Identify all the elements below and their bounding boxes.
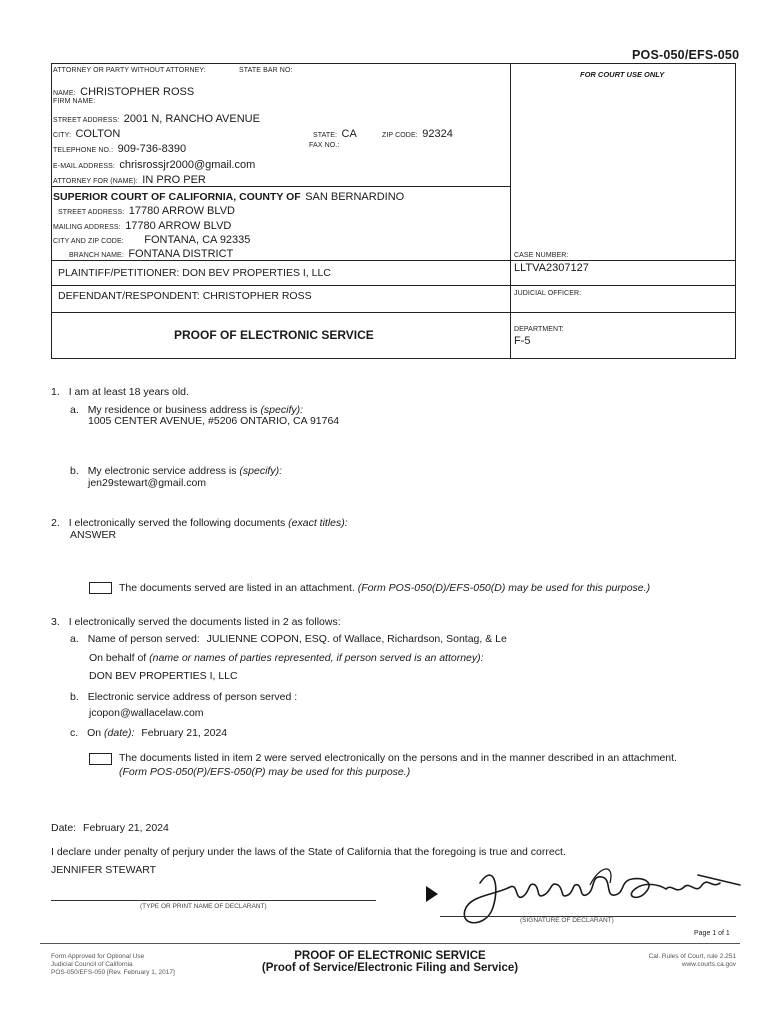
tel-value: 909-736-8390 [117,143,187,155]
zip-value: 92324 [422,128,453,140]
item-1b-num: b. [70,465,79,477]
item-3a [70,633,507,645]
footer-right-2: www.courts.ca.gov [681,961,736,968]
city-label: CITY: [53,132,72,139]
plaintiff-row [58,267,331,279]
court-mailing-label: MAILING ADDRESS: [53,224,121,231]
page-number: Page 1 of 1 [694,930,730,937]
footer-left [51,953,175,977]
tel-label: TELEPHONE NO.: [53,147,114,154]
court-use-label: FOR COURT USE ONLY [580,70,665,79]
attorney-for-value: IN PRO PER [142,174,206,186]
name-label: NAME: [53,90,76,97]
footer-title-1: PROOF OF ELECTRONIC SERVICE [294,950,486,962]
item-3c-text: On [87,727,102,739]
court-county: SAN BERNARDINO [305,191,405,203]
item-2-check-row [119,582,650,594]
email-value: chrisrossjr2000@gmail.com [119,159,256,171]
case-number-value: LLTVA2307127 [514,262,589,274]
attorney-for-label: ATTORNEY FOR (NAME): [53,178,138,185]
item-1b-value: jen29stewart@gmail.com [88,477,207,489]
state-bar-label: STATE BAR NO: [239,67,293,74]
footer-left-2: Judicial Council of California [51,961,133,968]
defendant-divider [51,285,736,286]
court-cityzip-label: CITY AND ZIP CODE: [53,238,124,245]
signature-label: (SIGNATURE OF DECLARANT) [520,917,614,924]
state-label: STATE: [313,132,338,139]
footer-left-3: POS-050/EFS-050 [Rev. February 1, 2017] [51,969,175,976]
footer-right-1: Cal. Rules of Court, rule 2.251 [648,953,736,960]
court-branch-value: FONTANA DISTRICT [128,248,234,260]
item-1b [70,465,282,477]
department-label: DEPARTMENT: [514,326,564,333]
item-3a-behalf-text: On behalf of [89,652,147,664]
item-1a-num: a. [70,404,79,416]
declaration-text: I declare under penalty of perjury under the laws of the State of California that the foregoing is true and correct. [51,846,566,858]
defendant-row [58,290,312,302]
date-label: Date: [51,822,77,834]
declarant-name-label: (TYPE OR PRINT NAME OF DECLARANT) [140,903,267,910]
arrow-pointer-icon [425,885,439,903]
zip-row [382,124,453,142]
item-3c-date-label: (date): [104,727,135,739]
item-3c-num: c. [70,727,79,739]
item-1-text: I am at least 18 years old. [68,386,189,398]
attorney-for-row [53,170,206,188]
attachment-checkbox[interactable] [89,582,112,594]
item-3 [51,616,341,628]
item-3-num: 3. [51,616,60,628]
item-2 [51,517,348,529]
email-label: E-MAIL ADDRESS: [53,163,115,170]
caption-divider [510,63,511,359]
court-heading: SUPERIOR COURT OF CALIFORNIA, COUNTY OF [53,191,301,203]
state-value: CA [341,128,357,140]
item-3b-value: jcopon@wallacelaw.com [89,707,204,719]
item-2-num: 2. [51,517,60,529]
date-value: February 21, 2024 [83,822,169,834]
item-2-value: ANSWER [70,529,117,541]
court-street-label: STREET ADDRESS: [58,209,125,216]
item-1b-spec: (specify): [239,465,283,477]
item-3c-value: February 21, 2024 [141,727,228,739]
item-1a-spec: (specify): [260,404,304,416]
footer-left-1: Form Approved for Optional Use [51,953,145,960]
item-3b-text: Electronic service address of person served : [87,691,298,703]
court-mailing-value: 17780 ARROW BLVD [125,220,232,232]
declarant-name: JENNIFER STEWART [51,864,157,876]
declarant-name-line [51,900,376,901]
item-3a-value: JULIENNE COPON, ESQ. of Wallace, Richardson, Sontag, & Le [206,633,507,645]
date-row [51,822,169,834]
item-3a-text: Name of person served: [87,633,200,645]
item-3c-check-note: (Form POS-050(P)/EFS-050(P) may be used for this purpose.) [119,766,411,778]
item-3a-behalf-value: DON BEV PROPERTIES I, LLC [89,670,238,682]
zip-label: ZIP CODE: [382,132,418,139]
case-number-label: CASE NUMBER: [514,252,569,259]
court-branch-row [69,244,233,262]
item-2-text: I electronically served the following documents [68,517,286,529]
attorney-label: ATTORNEY OR PARTY WITHOUT ATTORNEY: [53,67,206,74]
defendant-label: DEFENDANT/RESPONDENT: [58,290,200,302]
item-2-spec: (exact titles): [288,517,348,529]
item-3a-behalf [89,652,484,664]
street-label: STREET ADDRESS: [53,117,120,124]
form-id: POS-050/EFS-050 [632,48,740,62]
judicial-officer-label: JUDICIAL OFFICER: [514,290,582,297]
court-street-value: 17780 ARROW BLVD [128,205,235,217]
item-3-text: I electronically served the documents listed in 2 as follows: [68,616,341,628]
footer-title [230,950,550,974]
item-1 [51,386,189,398]
item-2-check-note: (Form POS-050(D)/EFS-050(D) may be used for this purpose.) [357,582,651,594]
item-3a-behalf-note: (name or names of parties represented, if person served is an attorney): [149,652,484,664]
defendant-value: CHRISTOPHER ROSS [202,290,312,302]
city-value: COLTON [75,128,121,140]
document-title: PROOF OF ELECTRONIC SERVICE [174,328,374,342]
title-divider [51,312,736,313]
court-cityzip-value: FONTANA, CA 92335 [144,234,251,246]
plaintiff-label: PLAINTIFF/PETITIONER: [58,267,180,279]
item-1b-text: My electronic service address is [87,465,237,477]
street-value: 2001 N, RANCHO AVENUE [123,113,260,125]
plaintiff-value: DON BEV PROPERTIES I, LLC [182,267,331,279]
item-3b [70,691,297,703]
service-attachment-checkbox[interactable] [89,753,112,765]
footer-title-2: (Proof of Service/Electronic Filing and Service) [261,962,519,974]
item-3b-num: b. [70,691,79,703]
court-branch-label: BRANCH NAME: [69,252,124,259]
item-1a-value: 1005 CENTER AVENUE, #5206 ONTARIO, CA 91764 [88,415,340,427]
state-row [313,124,357,142]
item-3c [70,727,227,739]
item-1a-text: My residence or business address is [87,404,258,416]
item-2-check-text: The documents served are listed in an attachment. [119,582,355,594]
fax-label: FAX NO.: [309,142,340,149]
item-3c-check-text: The documents listed in item 2 were served electronically on the persons and in the manner described in an attachment. [119,752,677,764]
footer-rule [40,943,740,944]
item-3a-num: a. [70,633,79,645]
firm-label: FIRM NAME: [53,98,96,105]
department-value: F-5 [514,335,531,347]
item-1-num: 1. [51,386,60,398]
footer-right [600,953,736,969]
name-value: CHRISTOPHER ROSS [80,86,195,98]
